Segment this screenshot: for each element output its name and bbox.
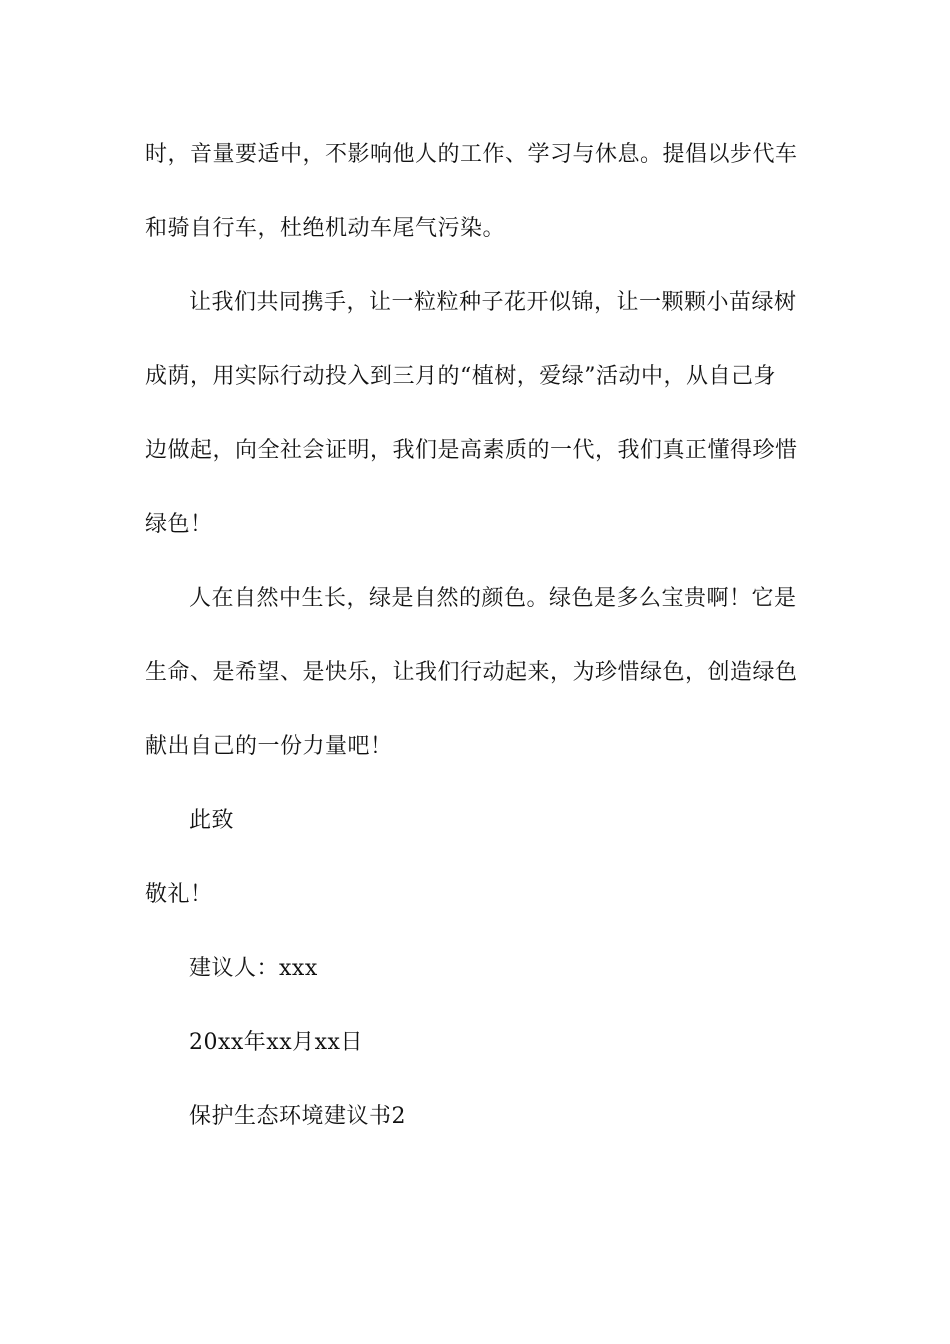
paragraph-2-line-2: 成荫，用实际行动投入到三月的“植树，爱绿”活动中，从自己身: [145, 364, 776, 389]
paragraph-2-line-4: 绿色！: [145, 512, 213, 537]
paragraph-3-line-2: 生命、是希望、是快乐，让我们行动起来，为珍惜绿色，创造绿色: [145, 660, 798, 685]
paragraph-3-line-3: 献出自己的一份力量吧！: [145, 734, 393, 759]
paragraph-2-line-3: 边做起，向全社会证明，我们是高素质的一代，我们真正懂得珍惜: [145, 438, 798, 463]
paragraph-1-line-2: 和骑自行车，杜绝机动车尾气污染。: [145, 216, 506, 241]
closing-regards: 敬礼！: [145, 882, 213, 907]
signer-line: 建议人：xxx: [189, 956, 318, 981]
document-body: [145, 130, 810, 1166]
paragraph-3-line-1: 人在自然中生长，绿是自然的颜色。绿色是多么宝贵啊！它是: [189, 586, 797, 611]
date-line: 20xx年xx月xx日: [189, 1030, 363, 1055]
paragraph-1-line-1: 时，音量要适中，不影响他人的工作、学习与休息。提倡以步代车: [145, 142, 798, 167]
next-document-title: 保护生态环境建议书2: [189, 1104, 406, 1129]
paragraph-2-line-1: 让我们共同携手，让一粒粒种子花开似锦，让一颗颗小苗绿树: [189, 290, 797, 315]
closing-salutation: 此致: [189, 808, 235, 833]
